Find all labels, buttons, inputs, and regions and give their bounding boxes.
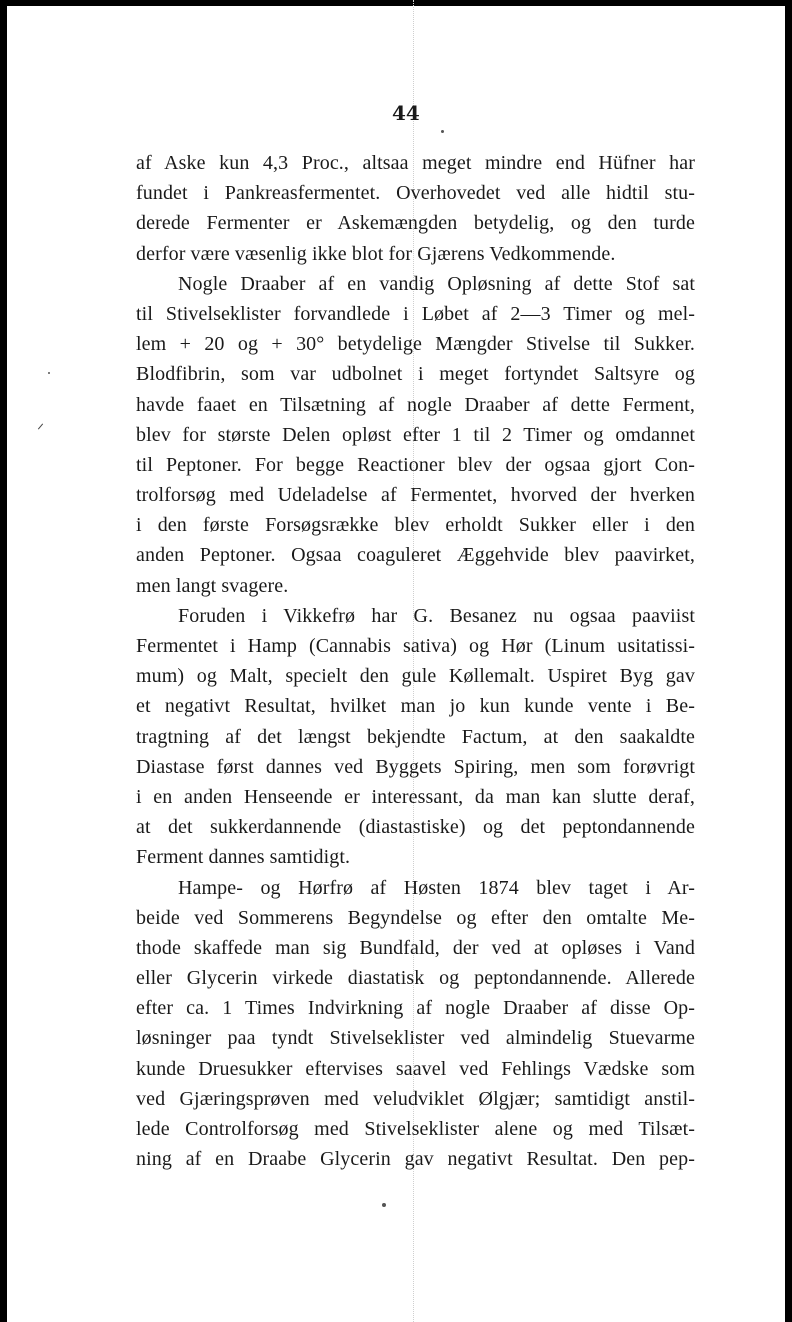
- body-text: [136, 148, 695, 1174]
- text-line: Ferment dannes samtidigt.: [136, 846, 351, 869]
- text-line: eller Glycerin virkede diastatisk og peptondannende. Allerede: [136, 967, 695, 990]
- text-line: men langt svagere.: [136, 574, 289, 597]
- paragraph-3: [136, 601, 695, 873]
- text-line: tragtning af det længst bekjendte Factum, at den saakaldte: [136, 725, 695, 748]
- paragraph-4: [136, 873, 695, 1175]
- text-line: lede Controlforsøg med Stivelseklister alene og med Tilsæt-: [136, 1118, 695, 1140]
- text-line: i den første Forsøgsrække blev erholdt Sukker eller i den: [136, 514, 695, 537]
- paragraph-2: [136, 269, 695, 601]
- text-line: fundet i Pankreasfermentet. Overhovedet ved alle hidtil stu-: [136, 182, 695, 205]
- scan-speck: [441, 130, 444, 133]
- text-line: derede Fermenter er Askemængden betydelig, og den turde: [136, 212, 695, 235]
- text-line: ning af en Draabe Glycerin gav negativt Resultat. Den pep-: [136, 1148, 695, 1171]
- text-line: Diastase først dannes ved Byggets Spiring, men som forøvrigt: [136, 755, 695, 778]
- text-line: lem + 20 og + 30° betydelige Mængder Stivelse til Sukker.: [136, 333, 695, 356]
- text-line: trolforsøg med Udeladelse af Fermentet, hvorved der hverken: [136, 484, 695, 507]
- text-line: til Peptoner. For begge Reactioner blev der ogsaa gjort Con-: [136, 453, 695, 476]
- paragraph-1: [136, 148, 695, 269]
- text-line: Fermentet i Hamp (Cannabis sativa) og Hør (Linum usitatissi-: [136, 635, 695, 657]
- text-line: løsninger paa tyndt Stivelseklister ved almindelig Stuevarme: [136, 1027, 695, 1050]
- text-line: Blodfibrin, som var udbolnet i meget fortyndet Saltsyre og: [136, 363, 695, 386]
- text-line: blev for største Delen opløst efter 1 til 2 Timer og omdannet: [136, 423, 695, 446]
- text-line: Nogle Draaber af en vandig Opløsning af dette Stof sat: [178, 272, 695, 295]
- text-line: et negativt Resultat, hvilket man jo kun kunde vente i Be-: [136, 695, 695, 718]
- text-line: thode skaffede man sig Bundfald, der ved at opløses i Vand: [136, 936, 695, 959]
- page-number: 44: [392, 101, 420, 125]
- scan-speck: [48, 372, 50, 374]
- scan-border-left: [0, 0, 7, 1322]
- scan-mark: [38, 423, 43, 429]
- scan-speck: [382, 1203, 386, 1207]
- text-line: at det sukkerdannende (diastastiske) og det peptondannende: [136, 816, 695, 839]
- scan-border-top: [0, 0, 792, 6]
- text-line: mum) og Malt, specielt den gule Køllemalt. Uspiret Byg gav: [136, 665, 695, 688]
- text-line: til Stivelseklister forvandlede i Løbet af 2—3 Timer og mel-: [136, 302, 695, 325]
- text-line: Foruden i Vikkefrø har G. Besanez nu ogsaa paaviist: [178, 604, 695, 627]
- text-line: af Aske kun 4,3 Proc., altsaa meget mindre end Hüfner har: [136, 152, 695, 174]
- scan-border-right: [785, 0, 792, 1322]
- text-line: anden Peptoner. Ogsaa coaguleret Æggehvide blev paavirket,: [136, 544, 695, 567]
- text-line: derfor være væsenlig ikke blot for Gjærens Vedkommende.: [136, 242, 616, 265]
- text-line: ved Gjæringsprøven med veludviklet Ølgjær; samtidigt anstil-: [136, 1087, 695, 1110]
- text-line: havde faaet en Tilsætning af nogle Draaber af dette Ferment,: [136, 393, 695, 416]
- text-line: efter ca. 1 Times Indvirkning af nogle Draaber af disse Op-: [136, 997, 695, 1020]
- text-line: beide ved Sommerens Begyndelse og efter den omtalte Me-: [136, 906, 695, 929]
- text-line: kunde Druesukker eftervises saavel ved Fehlings Vædske som: [136, 1057, 695, 1080]
- text-line: Hampe- og Hørfrø af Høsten 1874 blev taget i Ar-: [178, 876, 695, 899]
- text-line: i en anden Henseende er interessant, da man kan slutte deraf,: [136, 785, 695, 808]
